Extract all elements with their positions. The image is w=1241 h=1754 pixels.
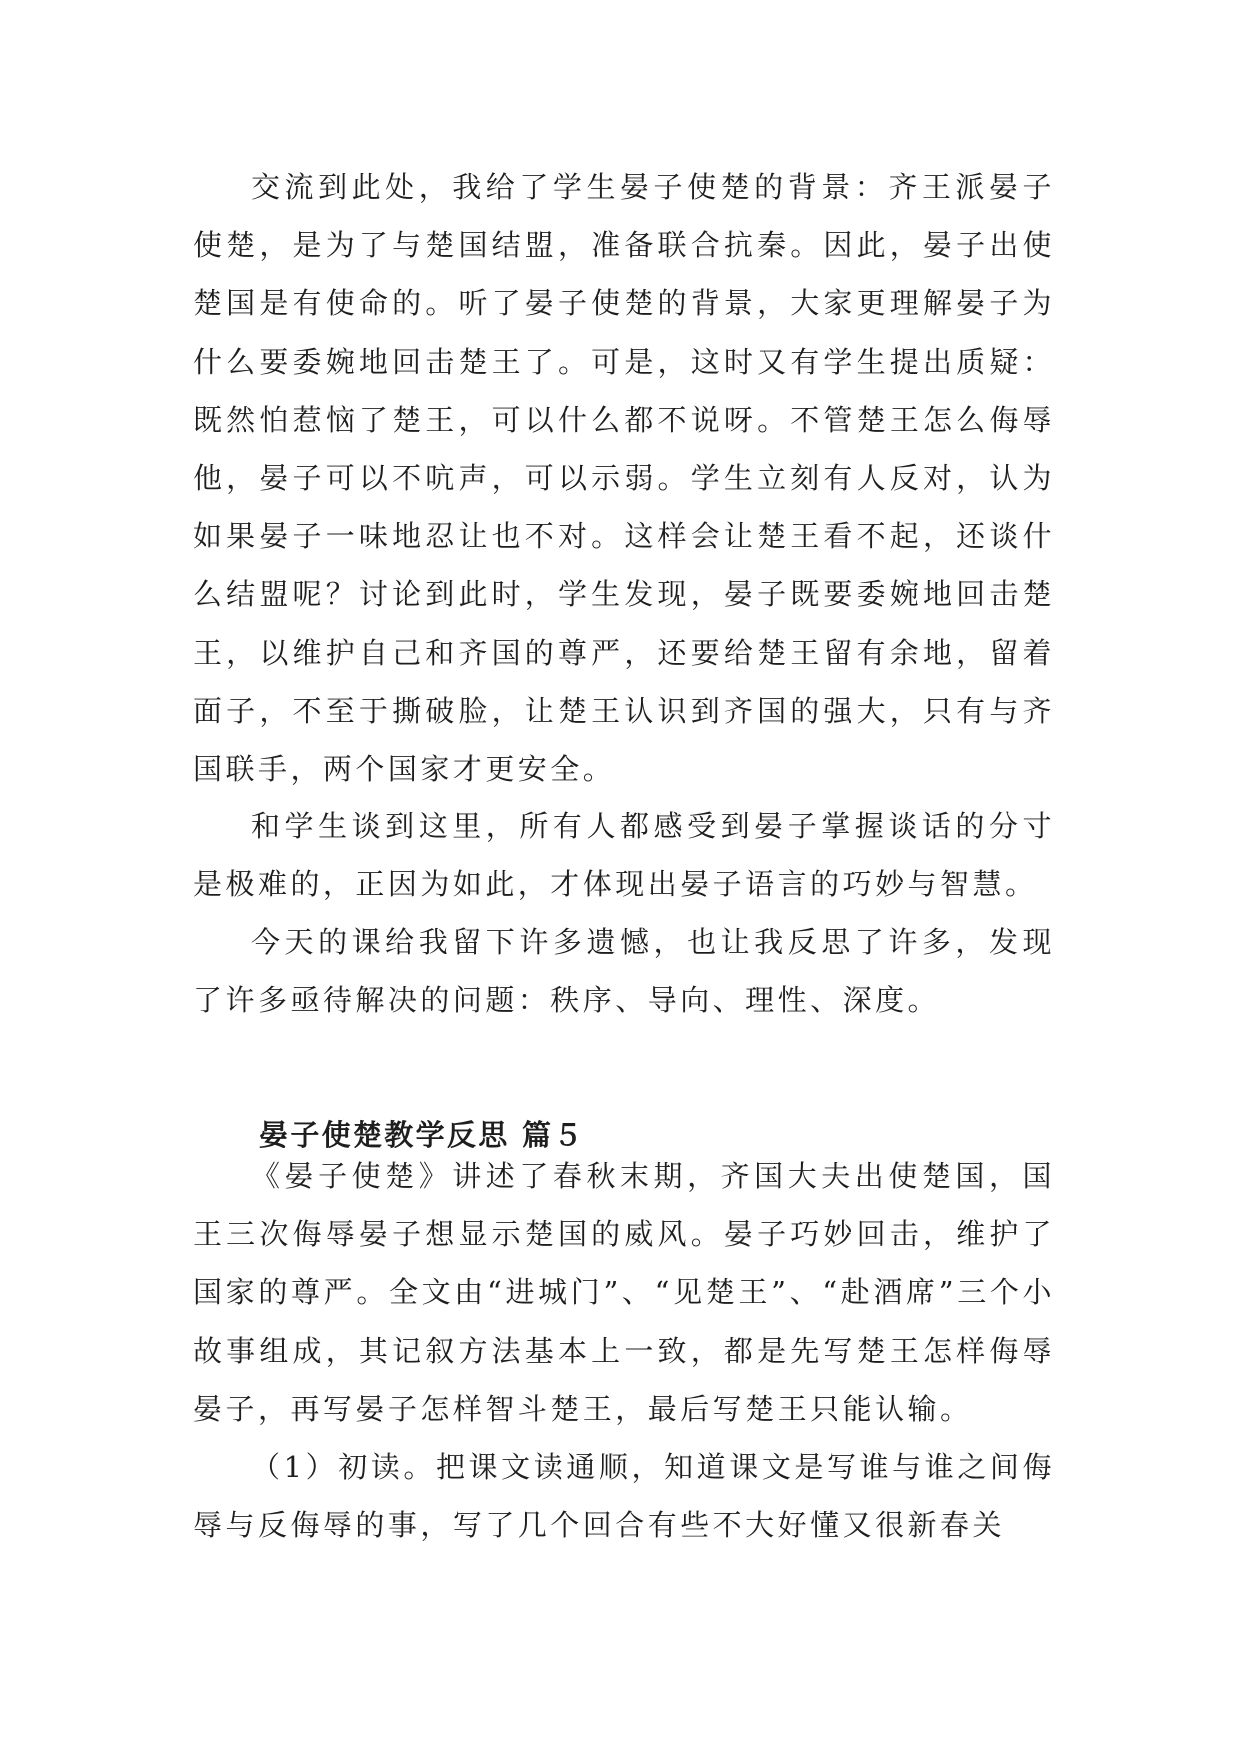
paragraph-discussion-summary: 和学生谈到这里，所有人都感受到晏子掌握谈话的分寸是极难的，正因为如此，才体现出晏子语言的巧妙与智慧。 <box>193 809 1055 902</box>
document-page <box>193 0 1055 1754</box>
paragraph-background: 交流到此处，我给了学生晏子使楚的背景：齐王派晏子使楚，是为了与楚国结盟，准备联合抗秦。因此，晏子出使楚国是有使命的。听了晏子使楚的背景，大家更理解晏子为什么要委婉地回击楚王了。可是，这时又有学生提出质疑：既然怕惹恼了楚王，可以什么都不说呀。不管楚王怎么侮辱他，晏子可以不吭声，可以示弱。学生立刻有人反对，认为如果晏子一味地忍让也不对。这样会让楚王看不起，还谈什么结盟呢？讨论到此时，学生发现，晏子既要委婉地回击楚王，以维护自己和齐国的尊严，还要给楚王留有余地，留着面子，不至于撕破脸，让楚王认识到齐国的强大，只有与齐国联手，两个国家才更安全。 <box>193 170 1055 787</box>
paragraph-first-reading: （1）初读。把课文读通顺，知道课文是写谁与谁之间侮辱与反侮辱的事，写了几个回合有些不大好懂又很新春关 <box>193 1450 1055 1543</box>
paragraph-reflection: 今天的课给我留下许多遗憾，也让我反思了许多，发现了许多亟待解决的问题：秩序、导向、理性、深度。 <box>193 925 1055 1018</box>
section-heading: 晏子使楚教学反思 篇５ <box>259 1118 585 1152</box>
paragraph-summary: 《晏子使楚》讲述了春秋末期，齐国大夫出使楚国，国王三次侮辱晏子想显示楚国的威风。晏子巧妙回击，维护了国家的尊严。全文由“进城门”、“见楚王”、“赴酒席”三个小故事组成，其记叙方法基本上一致，都是先写楚王怎样侮辱晏子，再写晏子怎样智斗楚王，最后写楚王只能认输。 <box>193 1159 1055 1426</box>
